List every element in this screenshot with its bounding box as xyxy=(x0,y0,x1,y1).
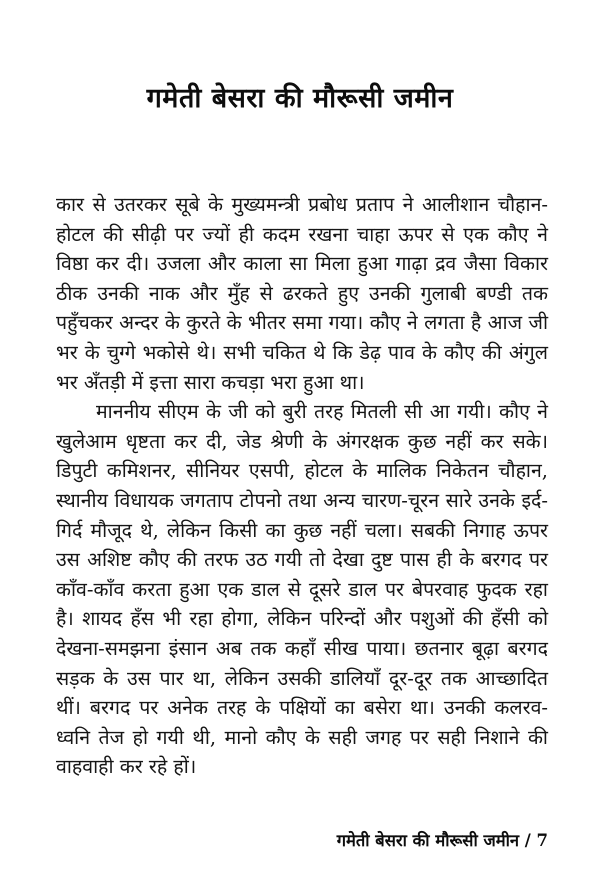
paragraph-2: माननीय सीएम के जी को बुरी तरह मितली सी आ गयी। कौए ने खुलेआम धृष्टता कर दी, जेड श्रेणी के अंगरक्षक कुछ नहीं कर सके। डिपुटी कमिशनर, सीनियर एसपी, होटल के मालिक निकेतन चौहान, स्थानीय विधायक जगताप टोपनो तथा अन्य चारण-चूरन सारे उनके इर्द-गिर्द मौजूद थे, लेकिन किसी का कुछ नहीं चला। सबकी निगाह ऊपर उस अशिष्ट कौए की तरफ उठ गयी तो देखा दुष्ट पास ही के बरगद पर काँव-काँव करता हुआ एक डाल से दूसरे डाल पर बेपरवाह फुदक रहा है। शायद हँस भी रहा होगा, लेकिन परिन्दों और पशुओं की हँसी को देखना-समझना इंसान अब तक कहाँ सीख पाया। छतनार बूढ़ा बरगद सड़क के उस पार था, लेकिन उसकी डालियाँ दूर-दूर तक आच्छादित थीं। बरगद पर अनेक तरह के पक्षियों का बसेरा था। उनकी कलरव-ध्वनि तेज हो गयी थी, मानो कौए के सही जगह पर सही निशाने की वाहवाही कर रहे हों। xyxy=(56,400,548,779)
running-title-and-page-number: गमेती बेसरा की मौरूसी जमीन / 7 xyxy=(336,831,548,850)
paragraph-1: कार से उतरकर सूबे के मुख्यमन्त्री प्रबोध प्रताप ने आलीशान चौहान-होटल की सीढ़ी पर ज्यों ही कदम रखना चाहा ऊपर से एक कौए ने विष्ठा कर दी। उजला और काला सा मिला हुआ गाढ़ा द्रव जैसा विकार ठीक उनकी नाक और मुँह से ढरकते हुए उनकी गुलाबी बण्डी तक पहुँचकर अन्दर के कुरते के भीतर समा गया। कौए ने लगता है आज जी भर के चुग्गे भकोसे थे। सभी चकित थे कि डेढ़ पाव के कौए की अंगुल भर अँतड़ी में इत्ता सारा कचड़ा भरा हुआ था। xyxy=(56,193,548,394)
body-text-block xyxy=(56,190,548,782)
page-footer xyxy=(337,828,548,851)
chapter-title: गमेती बेसरा की मौरूसी जमीन xyxy=(146,83,454,114)
